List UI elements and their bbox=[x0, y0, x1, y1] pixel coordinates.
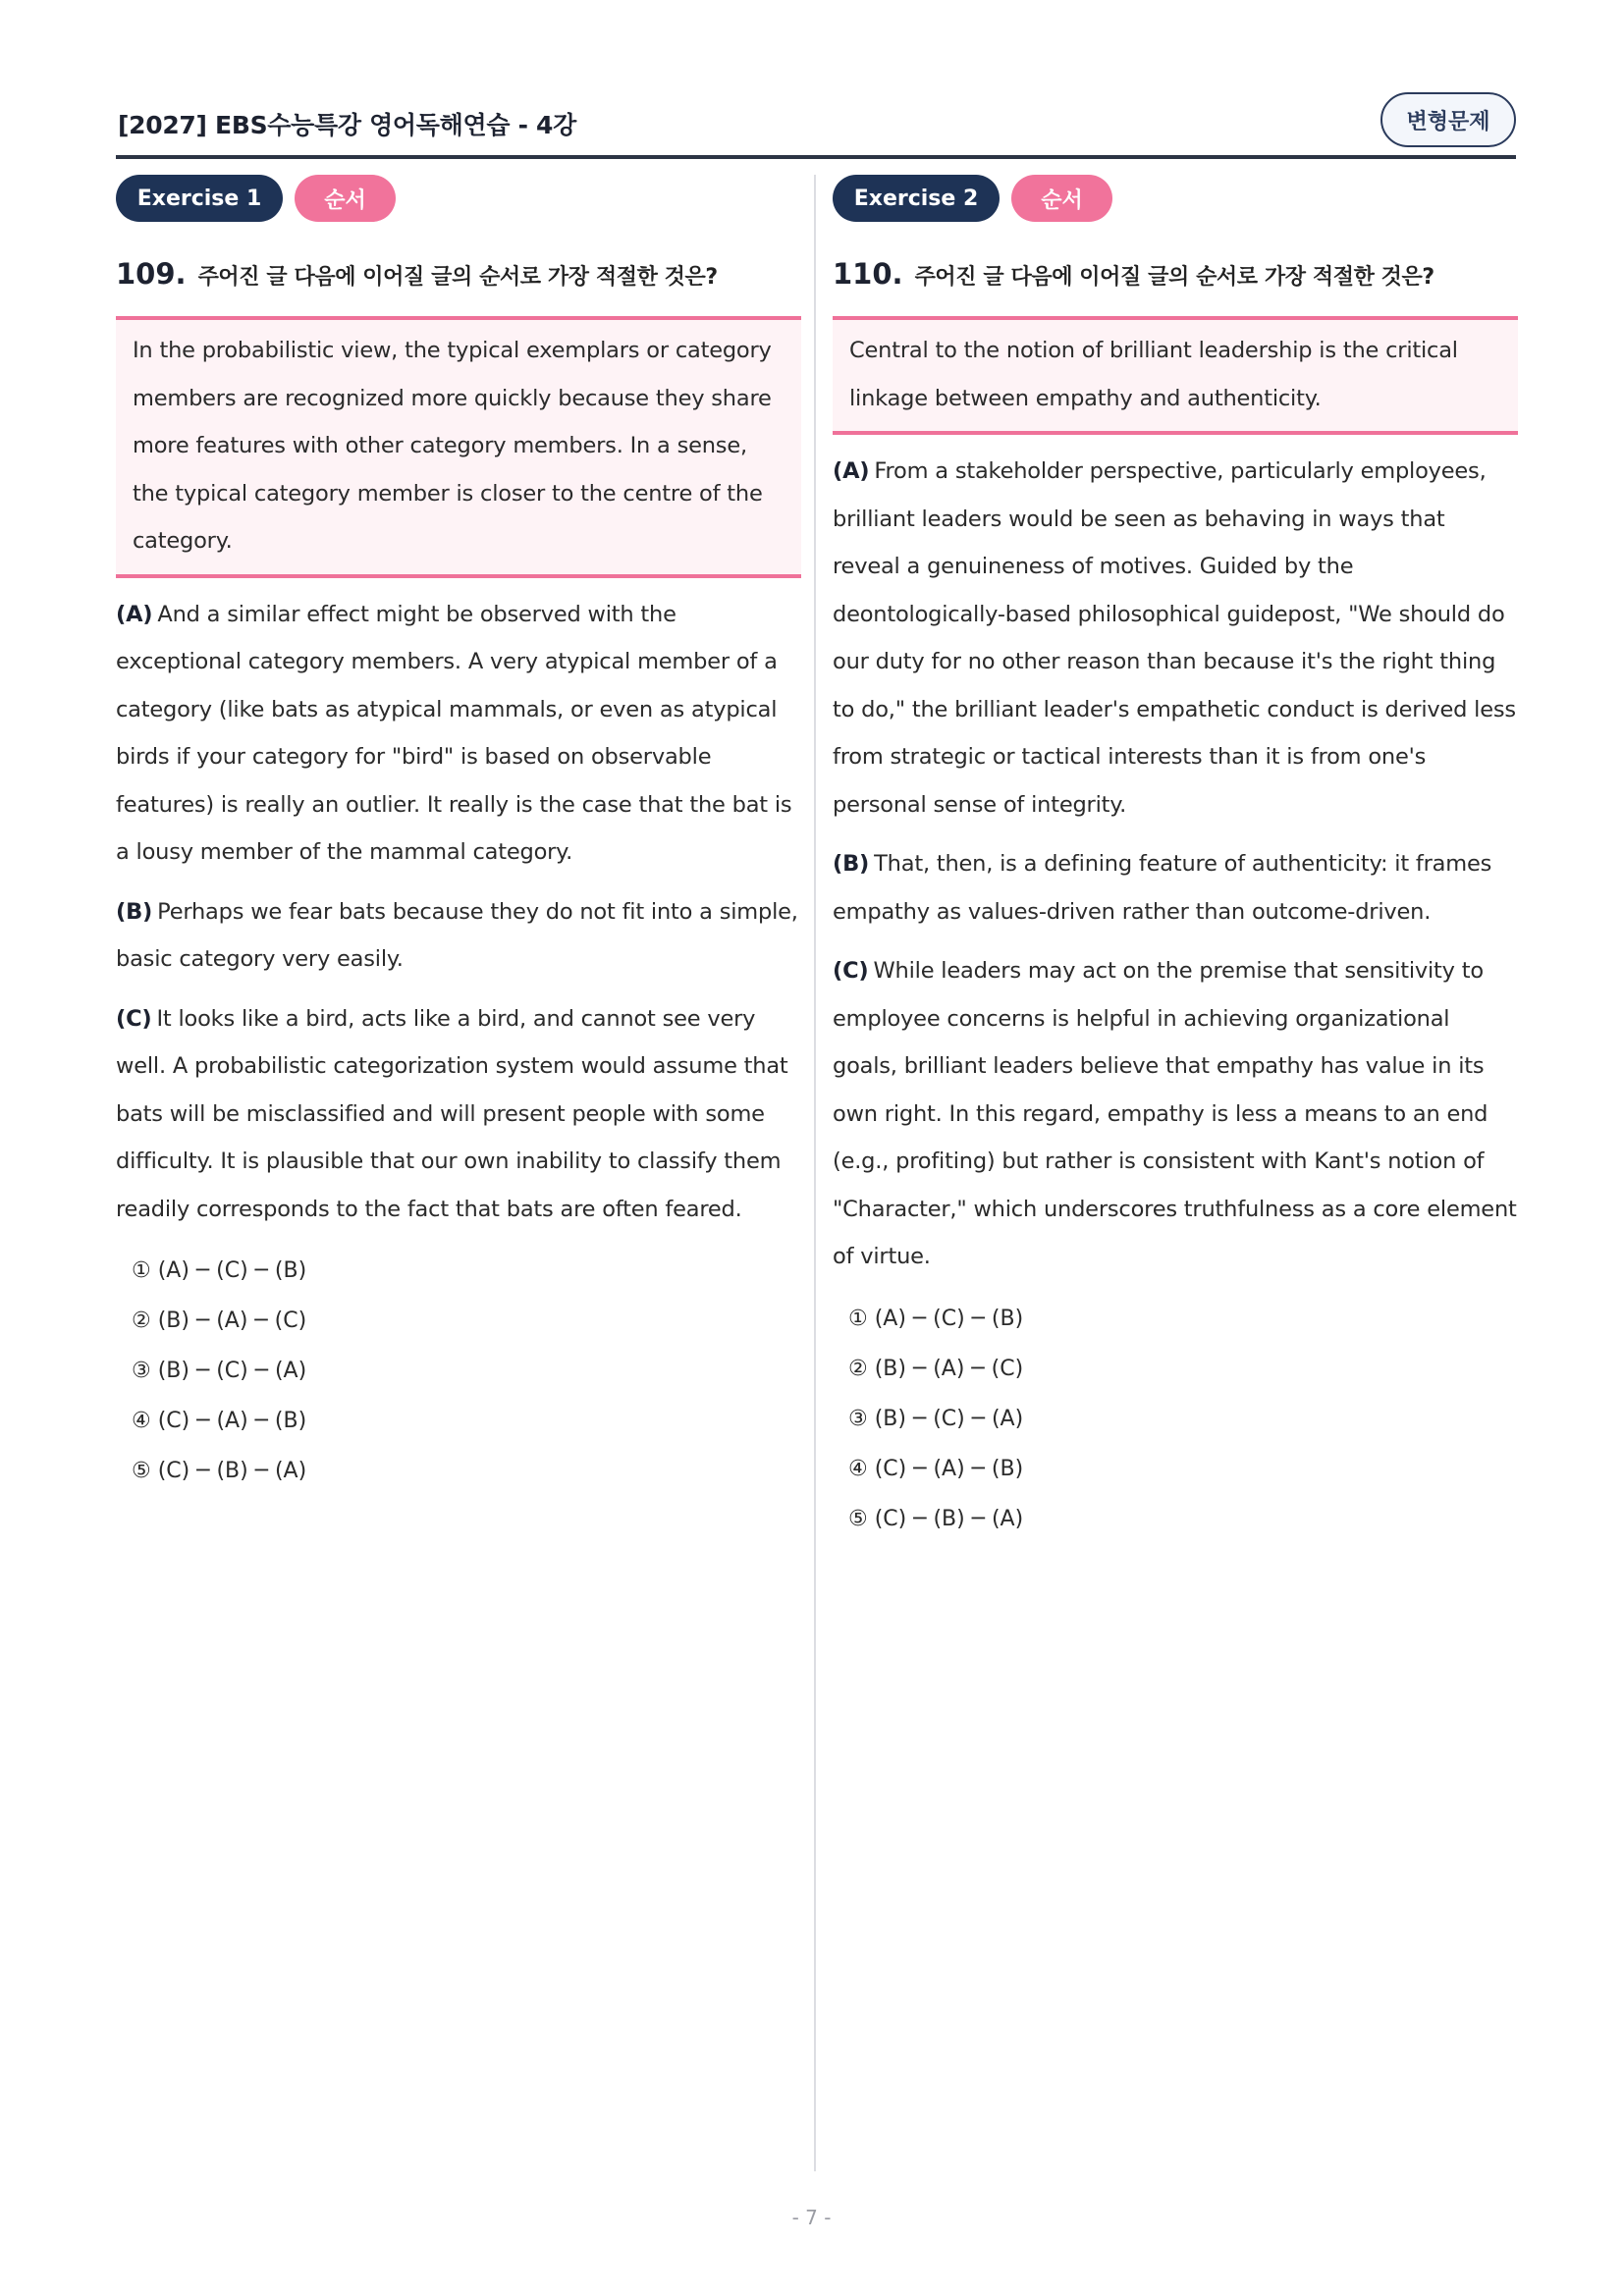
header-title: [2027] EBS수능특강 영어독해연습 - 4강 bbox=[118, 111, 577, 139]
question-text: 주어진 글 다음에 이어질 글의 순서로 가장 적절한 것은? bbox=[197, 265, 718, 290]
paragraph-label: (B) bbox=[116, 898, 153, 925]
variant-badge: 변형문제 bbox=[1380, 92, 1516, 147]
page-number: - 7 - bbox=[791, 2206, 832, 2229]
choice-3[interactable]: ③ (B) ─ (C) ─ (A) bbox=[132, 1359, 307, 1383]
paragraph-a bbox=[833, 448, 1518, 828]
paragraph-b bbox=[116, 888, 801, 984]
paragraph-text: That, then, is a defining feature of authenticity: it frames empathy as values-driven rather than outcome-driven. bbox=[833, 851, 1492, 925]
paragraph-label: (A) bbox=[116, 601, 153, 627]
given-passage: In the probabilistic view, the typical exemplars or category members are recognized more quickly because they share more features with other category members. In a sense, the typical category member is closer to the centre of the category. bbox=[116, 316, 801, 578]
exercise-label: Exercise 1 bbox=[116, 175, 283, 222]
paragraph-text: From a stakeholder perspective, particularly employees, brilliant leaders would be seen as behaving in ways that reveal a genuineness of motives. Guided by the deontologically-based philosophical guidepost, "We should do our duty for no other reason than because it's the right thing to do," the brilliant leader's empathetic conduct is derived less from strategic or tactical interests than it is from one's personal sense of integrity. bbox=[833, 458, 1516, 818]
choice-3[interactable]: ③ (B) ─ (C) ─ (A) bbox=[848, 1406, 1024, 1431]
exercise-1 bbox=[116, 175, 801, 1496]
paragraph-c bbox=[833, 947, 1518, 1281]
exercise-2 bbox=[833, 175, 1518, 1544]
choice-4[interactable]: ④ (C) ─ (A) ─ (B) bbox=[132, 1409, 307, 1433]
choice-1[interactable]: ① (A) ─ (C) ─ (B) bbox=[848, 1306, 1024, 1331]
question-line bbox=[116, 257, 801, 296]
page-header bbox=[116, 92, 1516, 159]
choice-4[interactable]: ④ (C) ─ (A) ─ (B) bbox=[848, 1456, 1024, 1481]
paragraph-label: (C) bbox=[833, 958, 869, 984]
paragraph-label: (B) bbox=[833, 851, 870, 877]
paragraph-a bbox=[116, 591, 801, 877]
column-divider bbox=[814, 175, 816, 2171]
question-text: 주어진 글 다음에 이어질 글의 순서로 가장 적절한 것은? bbox=[914, 265, 1434, 290]
choice-5[interactable]: ⑤ (C) ─ (B) ─ (A) bbox=[132, 1459, 307, 1483]
question-line bbox=[833, 257, 1518, 296]
question-type-tag: 순서 bbox=[1011, 175, 1112, 222]
choice-2[interactable]: ② (B) ─ (A) ─ (C) bbox=[132, 1308, 307, 1333]
question-number: 109. bbox=[116, 257, 187, 291]
question-number: 110. bbox=[833, 257, 903, 291]
paragraph-text: It looks like a bird, acts like a bird, and cannot see very well. A probabilistic categorization system would assume that bats will be misclassified and will present people with some difficulty. It is plausible that our own inability to classify them readily corresponds to the fact that bats are often feared. bbox=[116, 1005, 788, 1222]
paragraph-b bbox=[833, 840, 1518, 935]
choice-2[interactable]: ② (B) ─ (A) ─ (C) bbox=[848, 1356, 1024, 1381]
given-passage: Central to the notion of brilliant leadership is the critical linkage between empathy and authenticity. bbox=[833, 316, 1518, 435]
paragraph-label: (A) bbox=[833, 458, 870, 484]
paragraph-text: While leaders may act on the premise that sensitivity to employee concerns is helpful in achieving organizational goals, brilliant leaders believe that empathy has value in its own right. In this regard, empathy is less a means to an end (e.g., profiting) but rather is consistent with Kant's notion of "Character," which underscores truthfulness as a core element of virtue. bbox=[833, 958, 1517, 1269]
question-type-tag: 순서 bbox=[295, 175, 396, 222]
paragraph-text: Perhaps we fear bats because they do not fit into a simple, basic category very easily. bbox=[116, 898, 798, 972]
exercise-tags bbox=[116, 175, 801, 222]
exercise-label: Exercise 2 bbox=[833, 175, 1000, 222]
paragraph-label: (C) bbox=[116, 1005, 152, 1032]
paragraph-c bbox=[116, 995, 801, 1234]
exercise-tags bbox=[833, 175, 1518, 222]
answer-choices bbox=[116, 1247, 801, 1496]
choice-5[interactable]: ⑤ (C) ─ (B) ─ (A) bbox=[848, 1506, 1024, 1531]
answer-choices bbox=[833, 1295, 1518, 1544]
choice-1[interactable]: ① (A) ─ (C) ─ (B) bbox=[132, 1258, 307, 1283]
paragraph-text: And a similar effect might be observed with the exceptional category members. A very atypical member of a category (like bats as atypical mammals, or even as atypical birds if your category for "bird" is based on observable features) is really an outlier. It really is the case that the bat is a lousy member of the mammal category. bbox=[116, 601, 792, 865]
